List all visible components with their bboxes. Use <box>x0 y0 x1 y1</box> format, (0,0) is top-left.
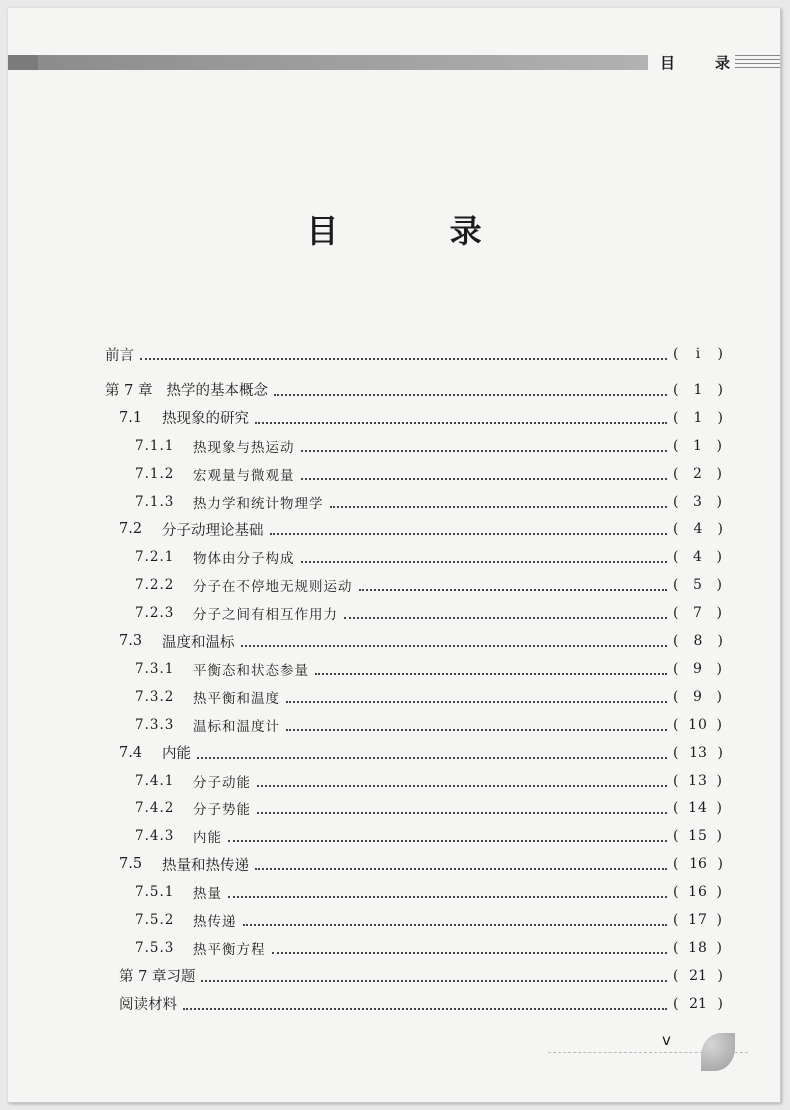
toc-page-number: ( 1 ) <box>673 437 723 454</box>
toc-leader-dots <box>228 826 667 842</box>
toc-entry[interactable] <box>135 684 723 710</box>
toc-entry[interactable] <box>135 461 723 487</box>
toc-entry[interactable] <box>119 991 723 1017</box>
toc-page-number: ( i ) <box>673 346 723 362</box>
toc-leader-dots <box>286 715 667 731</box>
toc-entry-label: 分子势能 <box>193 802 251 819</box>
toc-page-number: ( 4 ) <box>673 549 723 566</box>
toc-leader-dots <box>315 659 667 675</box>
document-page <box>8 8 781 1103</box>
toc-entry-number: 7.2 <box>119 521 143 538</box>
toc-entry-number: 7.3.3 <box>135 716 175 733</box>
toc-entry-number: 7.1.2 <box>135 465 175 482</box>
toc-entry[interactable] <box>135 879 723 905</box>
toc-entry-number: 7.4.3 <box>135 828 175 845</box>
toc-entry-number: 7.5 <box>119 856 143 873</box>
toc-entry[interactable] <box>119 405 723 431</box>
running-header-title <box>660 51 730 73</box>
toc-entry[interactable] <box>105 341 723 367</box>
toc-leader-dots <box>197 743 667 759</box>
toc-entry-number: 7.2.2 <box>135 577 175 594</box>
toc-entry-label: 热学的基本概念 <box>166 383 268 400</box>
toc-page-number: ( 2 ) <box>673 465 723 482</box>
toc-entry-label: 物体由分子构成 <box>193 551 295 568</box>
header-rule-lines <box>735 55 780 70</box>
toc-leader-dots <box>183 994 667 1010</box>
toc-entry-label: 内能 <box>193 830 222 847</box>
toc-entry-number: 7.4.1 <box>135 772 175 789</box>
toc-leader-dots <box>201 966 667 982</box>
toc-page-number: ( 17 ) <box>673 912 723 928</box>
toc-leader-dots <box>257 798 667 814</box>
toc-leader-dots <box>286 687 667 703</box>
page-title: 目 录 <box>306 212 532 250</box>
toc-entry[interactable] <box>135 935 723 961</box>
toc-page-number: ( 4 ) <box>673 521 723 538</box>
toc-entry[interactable] <box>135 572 723 598</box>
toc-entry-label: 热传递 <box>193 914 237 930</box>
toc-entry[interactable] <box>119 516 723 542</box>
toc-entry-label: 热现象与热运动 <box>193 439 295 456</box>
toc-leader-dots <box>255 408 667 424</box>
toc-leader-dots <box>241 631 668 647</box>
toc-page-number: ( 9 ) <box>673 660 723 677</box>
toc-entry-label: 热力学和统计物理学 <box>193 495 324 512</box>
toc-entry-number: 7.2.3 <box>135 605 175 622</box>
toc-entry[interactable] <box>135 544 723 570</box>
toc-leader-dots <box>274 380 667 396</box>
toc-entry[interactable] <box>135 795 723 821</box>
toc-entry-label: 第 7 章习题 <box>119 969 196 986</box>
toc-entry-label: 前言 <box>105 347 134 364</box>
toc-entry-label: 宏观量与微观量 <box>193 467 295 484</box>
toc-entry-number: 7.5.1 <box>135 884 175 901</box>
toc-leader-dots <box>243 910 668 926</box>
toc-entry-label: 热平衡方程 <box>193 941 266 958</box>
toc-page-number: ( 8 ) <box>673 633 723 649</box>
toc-page-number: ( 10 ) <box>673 716 723 733</box>
toc-leader-dots <box>272 938 668 954</box>
toc-leader-dots <box>359 575 668 591</box>
toc-leader-dots <box>301 436 668 452</box>
toc-page-number: ( 9 ) <box>673 688 723 705</box>
toc-leader-dots <box>255 854 667 870</box>
toc-entry[interactable] <box>135 433 723 459</box>
toc-leader-dots <box>301 464 668 480</box>
toc-entry-label: 热量和热传递 <box>162 857 249 874</box>
header-band <box>8 55 648 70</box>
toc-page-number: ( 16 ) <box>673 884 723 901</box>
toc-entry-number: 7.5.2 <box>135 912 175 928</box>
toc-entry[interactable] <box>105 377 723 403</box>
toc-entry[interactable] <box>135 823 723 849</box>
toc-leader-dots <box>270 519 668 535</box>
running-header-char: 录 <box>714 53 730 72</box>
toc-leader-dots <box>344 603 667 619</box>
toc-entry-label: 温度和温标 <box>162 634 235 651</box>
toc-leader-dots <box>257 771 667 787</box>
toc-entry-label: 温标和温度计 <box>193 718 280 735</box>
toc-page-number: ( 3 ) <box>673 493 723 510</box>
toc-entry-number: 7.3.2 <box>135 688 175 705</box>
toc-entry-label: 平衡态和状态参量 <box>193 662 309 679</box>
toc-entry[interactable] <box>135 768 723 794</box>
toc-entry-number: 7.2.1 <box>135 549 175 566</box>
toc-entry-number: 第 7 章 <box>105 383 153 400</box>
toc-entry-number: 7.3.1 <box>135 660 175 677</box>
toc-leader-dots <box>301 547 668 563</box>
toc-entry-label: 热量 <box>193 886 222 903</box>
toc-page-number: ( 18 ) <box>673 939 723 956</box>
toc-entry-label: 阅读材料 <box>119 997 177 1014</box>
toc-entry-label: 分子动理论基础 <box>162 522 264 539</box>
toc-entry-label: 热现象的研究 <box>162 411 249 428</box>
toc-page-number: ( 21 ) <box>673 995 723 1012</box>
toc-entry[interactable] <box>119 963 723 989</box>
toc-entry-number: 7.5.3 <box>135 939 175 956</box>
folio-leaf-icon <box>701 1033 735 1071</box>
toc-page-number: ( 21 ) <box>673 967 723 984</box>
toc-entry[interactable] <box>119 740 723 766</box>
toc-entry[interactable] <box>135 907 723 933</box>
toc-entry[interactable] <box>135 656 723 682</box>
toc-leader-dots <box>330 492 668 508</box>
toc-entry[interactable] <box>135 489 723 515</box>
toc-entry-number: 7.1.1 <box>135 437 175 454</box>
toc-page-number: ( 1 ) <box>673 381 723 398</box>
toc-entry-number: 7.3 <box>119 633 143 649</box>
toc-page-number: ( 13 ) <box>673 744 723 761</box>
header-band-lead <box>8 55 38 70</box>
toc-entry-label: 热平衡和温度 <box>193 690 280 707</box>
toc-page-number: ( 7 ) <box>673 605 723 622</box>
toc-entry-number: 7.4 <box>119 744 143 761</box>
toc-entry-label: 分子在不停地无规则运动 <box>193 579 353 596</box>
toc-leader-dots <box>228 882 667 898</box>
toc-page-number: ( 13 ) <box>673 772 723 789</box>
toc-entry[interactable] <box>135 712 723 738</box>
toc-page-number: ( 1 ) <box>673 409 723 426</box>
toc-page-number: ( 14 ) <box>673 800 723 817</box>
toc-leader-dots <box>140 344 667 360</box>
toc-page-number: ( 15 ) <box>673 828 723 845</box>
toc-entry[interactable] <box>119 628 723 654</box>
toc-entry-number: 7.1 <box>119 409 143 426</box>
toc-entry[interactable] <box>135 600 723 626</box>
toc-entry-label: 分子动能 <box>193 774 251 791</box>
toc-entry-number: 7.1.3 <box>135 493 175 510</box>
toc-page-number: ( 16 ) <box>673 856 723 873</box>
toc-entry[interactable] <box>119 851 723 877</box>
running-header-char: 目 <box>660 53 676 72</box>
toc-page-number: ( 5 ) <box>673 577 723 594</box>
toc-entry-label: 内能 <box>162 746 191 763</box>
toc-entry-number: 7.4.2 <box>135 800 175 817</box>
page-number: v <box>662 1031 671 1049</box>
toc-entry-label: 分子之间有相互作用力 <box>193 607 338 624</box>
